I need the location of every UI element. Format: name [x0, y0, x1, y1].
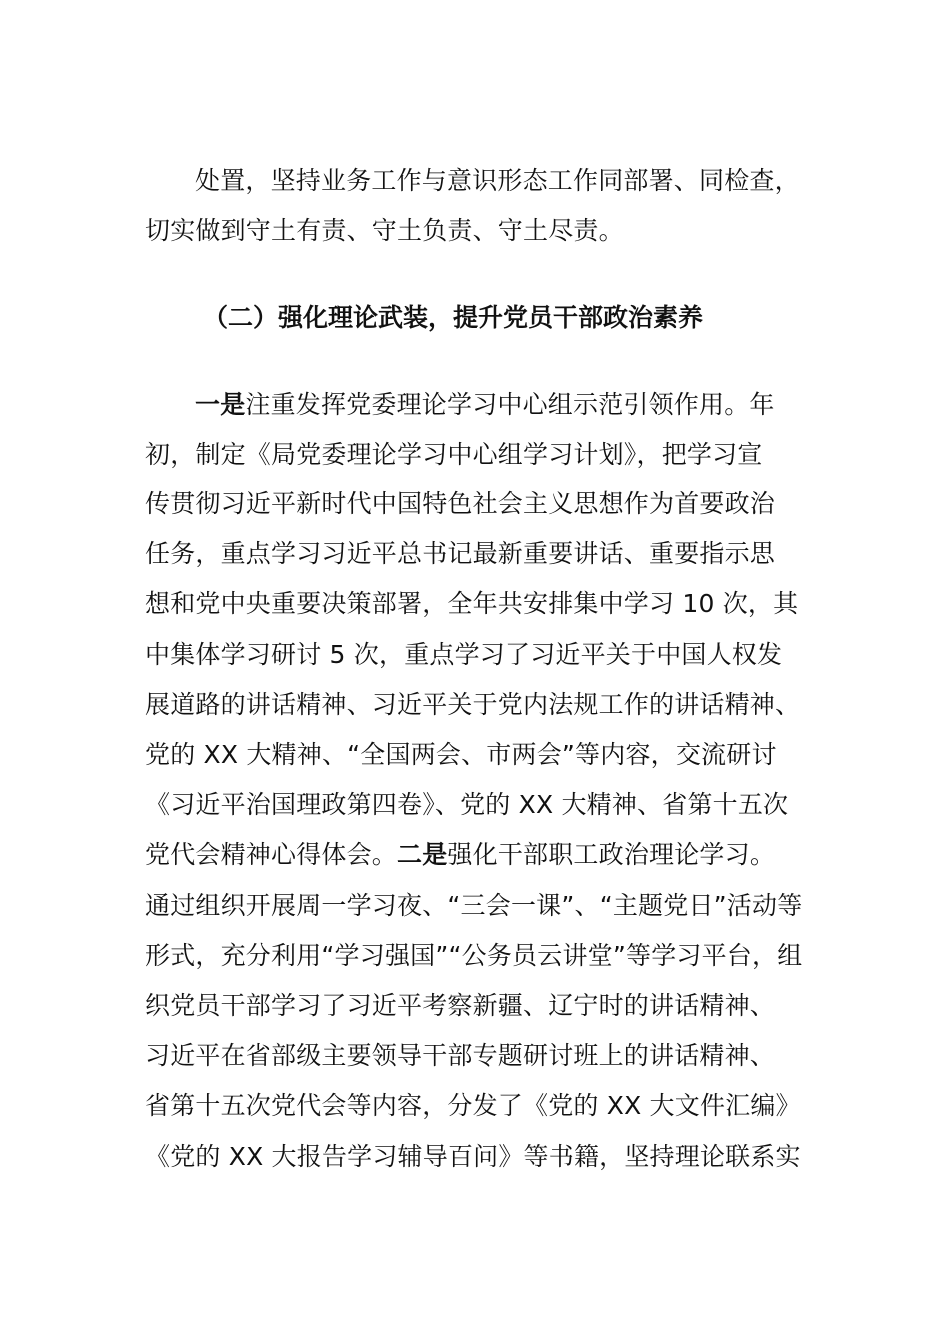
text-line: 切实做到守土有责、守土负责、守土尽责。: [145, 216, 624, 245]
text-line-with-lead: [145, 837, 815, 873]
text-line: 习近平在省部级主要领导干部专题研讨班上的讲话精神、: [145, 1041, 776, 1070]
text-segment: 党代会精神心得体会。: [145, 840, 398, 869]
text-line: 通过组织开展周一学习夜、“三会一课”、“主题党日”活动等: [145, 891, 803, 920]
text-segment: 注重发挥党委理论学习中心组示范引领作用。年: [245, 390, 775, 419]
section-heading: （二）强化理论武装，提升党员干部政治素养: [203, 303, 704, 332]
second-lead-bold-text: 二是: [397, 840, 448, 869]
text-line: 初，制定《局党委理论学习中心组学习计划》，把学习宣: [145, 440, 763, 469]
text-line: 任务，重点学习习近平总书记最新重要讲话、重要指示思: [145, 539, 776, 568]
text-line: 想和党中央重要决策部署，全年共安排集中学习 10 次，其: [145, 589, 799, 618]
text-line: 《习近平治国理政第四卷》、党的 XX 大精神、省第十五次: [145, 790, 789, 819]
lead-bold-text: 一是: [195, 390, 246, 419]
text-line: 展道路的讲话精神、习近平关于党内法规工作的讲话精神、: [145, 690, 801, 719]
text-line: 省第十五次党代会等内容，分发了《党的 XX 大文件汇编》: [145, 1091, 801, 1120]
text-line: 中集体学习研讨 5 次，重点学习了习近平关于中国人权发: [145, 640, 783, 669]
text-line: 党的 XX 大精神、“全国两会、市两会”等内容，交流研讨: [145, 740, 777, 769]
paragraph-first-line: [195, 387, 865, 423]
text-segment: 强化干部职工政治理论学习。: [447, 840, 776, 869]
text-line: 处置，坚持业务工作与意识形态工作同部署、同检查，: [195, 166, 800, 195]
text-line: 织党员干部学习了习近平考察新疆、辽宁时的讲话精神、: [145, 991, 776, 1020]
text-line: 《党的 XX 大报告学习辅导百问》等书籍，坚持理论联系实: [145, 1142, 801, 1171]
text-line: 形式，充分利用“学习强国”“公务员云讲堂”等学习平台，组: [145, 941, 803, 970]
text-line: 传贯彻习近平新时代中国特色社会主义思想作为首要政治: [145, 489, 776, 518]
